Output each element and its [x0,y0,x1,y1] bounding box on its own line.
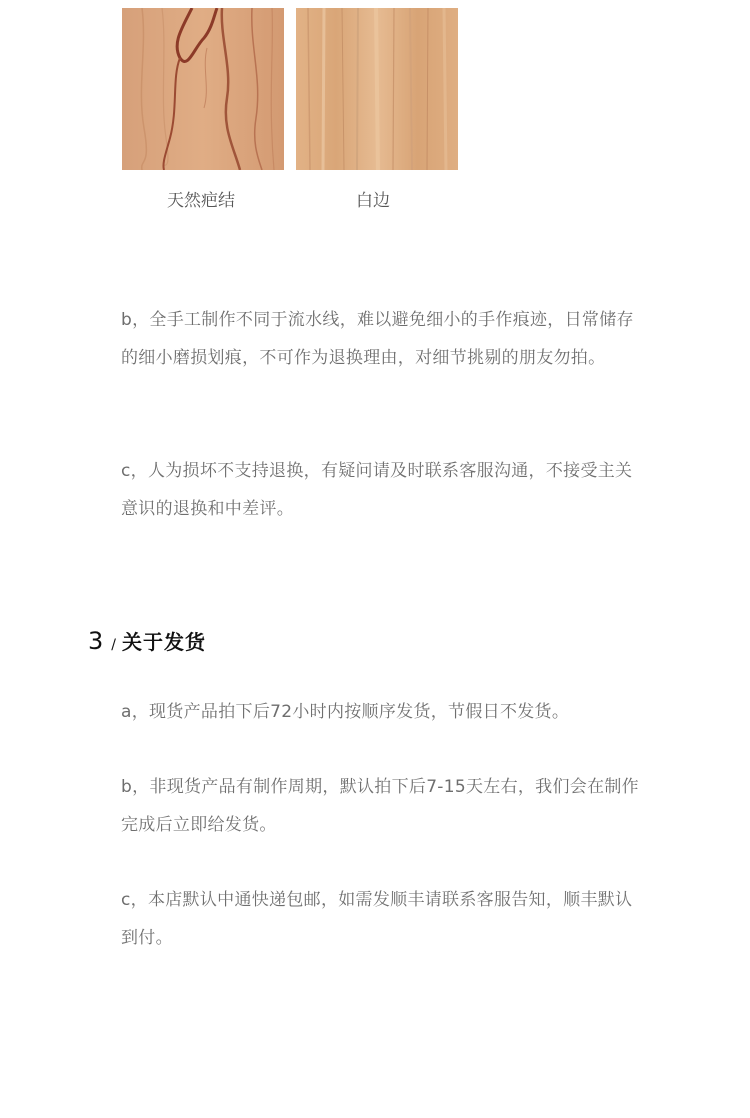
shipping-note-c: c，本店默认中通快递包邮，如需发顺丰请联系客服告知，顺丰默认到付。 [121,890,633,948]
note-b-handmade: b，全手工制作不同于流水线，难以避免细小的手作痕迹，日常储存的细小磨损划痕，不可作为退换理由，对细节挑剔的朋友勿拍。 [121,310,634,368]
natural-knot-wood-image [122,8,284,170]
sapwood-edge-image [296,8,458,170]
section-slash: / [111,637,116,653]
natural-knot-caption: 天然疤结 [167,191,235,211]
sapwood-edge-caption: 白边 [356,191,390,211]
section-heading-shipping [88,626,206,660]
shipping-note-b: b，非现货产品有制作周期，默认拍下后7-15天左右，我们会在制作完成后立即给发货。 [121,777,639,835]
shipping-note-a: a，现货产品拍下后72小时内按顺序发货，节假日不发货。 [121,702,570,722]
section-title: 关于发货 [122,630,206,654]
section-number: 3 [88,627,104,655]
note-c-damage: c，人为损坏不支持退换，有疑问请及时联系客服沟通，不接受主关意识的退换和中差评。 [121,461,633,519]
